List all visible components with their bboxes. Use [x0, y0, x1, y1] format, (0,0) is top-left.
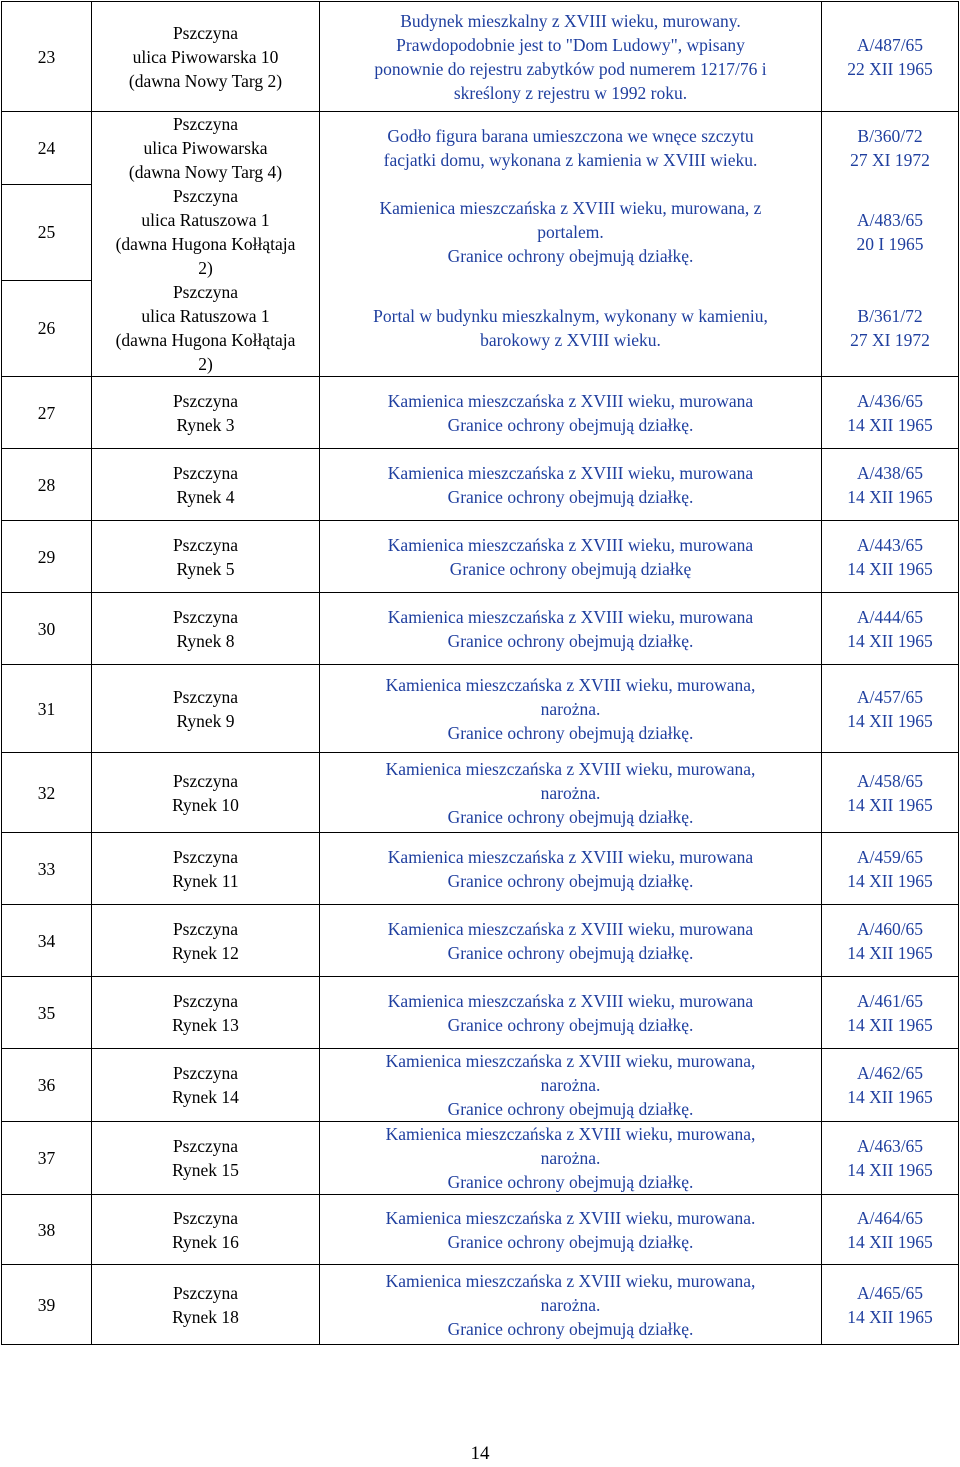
cell-line: (dawna Hugona Kołłątaja: [115, 234, 296, 254]
cell-line: narożna.: [540, 1148, 601, 1168]
description-cell: [320, 833, 822, 905]
cell-line: Granice ochrony obejmują działkę.: [447, 942, 694, 963]
table-row: [2, 905, 959, 977]
row-number: 36: [2, 1049, 92, 1122]
register-number-cell: [822, 1195, 959, 1265]
cell-line: A/458/65: [856, 770, 924, 791]
cell-line: Kamienica mieszczańska z XVIII wieku, murowana,: [385, 1270, 756, 1291]
cell-line: Kamienica mieszczańska z XVIII wieku, murowana,: [385, 758, 756, 779]
row-number: 35: [2, 977, 92, 1049]
cell-line: 27 XI 1972: [850, 150, 930, 170]
cell-line: Granice ochrony obejmują działkę.: [447, 246, 694, 266]
cell-line: ulica Ratuszowa 1: [141, 210, 270, 230]
description-cell: [320, 1195, 822, 1265]
cell-line: 14 XII 1965: [847, 870, 933, 891]
location-cell: [92, 1265, 320, 1345]
cell-line: Kamienica mieszczańska z XVIII wieku, murowana,: [385, 674, 756, 695]
cell-line: (dawna Nowy Targ 2): [128, 70, 283, 91]
cell-line: A/459/65: [856, 846, 924, 867]
register-number-cell: [822, 1265, 959, 1345]
cell-line: Granice ochrony obejmują działkę.: [447, 630, 694, 651]
register-number-cell: [822, 449, 959, 521]
cell-line: Rynek 3: [176, 414, 235, 435]
page-number: 14: [470, 1443, 490, 1464]
cell-line: (dawna Nowy Targ 4): [128, 162, 283, 182]
cell-line: Pszczyna: [172, 846, 239, 867]
description-cell: [320, 977, 822, 1049]
register-number-cell: [822, 593, 959, 665]
row-number: 33: [2, 833, 92, 905]
register-number-cell: [822, 1122, 959, 1195]
location-cell: [92, 977, 320, 1049]
cell-line: ulica Piwowarska 10: [132, 46, 279, 67]
cell-line: A/462/65: [856, 1063, 924, 1083]
cell-line: Kamienica mieszczańska z XVIII wieku, murowana: [387, 918, 754, 939]
cell-line: Pszczyna: [172, 770, 239, 791]
location-cell: [92, 184, 320, 280]
description-cell: [320, 112, 822, 185]
cell-line: Pszczyna: [172, 390, 239, 411]
row-number: 28: [2, 449, 92, 521]
description-cell: [320, 1265, 822, 1345]
cell-line: A/461/65: [856, 990, 924, 1011]
cell-line: 14 XII 1965: [847, 710, 933, 731]
description-cell: [320, 905, 822, 977]
row-number: 30: [2, 593, 92, 665]
description-cell: [320, 665, 822, 753]
location-cell: [92, 521, 320, 593]
cell-line: Godło figura barana umieszczona we wnęce szczytu: [387, 126, 754, 146]
register-number-cell: [822, 1049, 959, 1122]
cell-line: Pszczyna: [172, 462, 239, 483]
cell-line: Pszczyna: [172, 534, 239, 555]
cell-line: facjatki domu, wykonana z kamienia w XVIII wieku.: [383, 150, 758, 170]
cell-line: ponownie do rejestru zabytków pod numerem 1217/76 i: [374, 58, 767, 79]
row-number: 32: [2, 753, 92, 833]
cell-line: Kamienica mieszczańska z XVIII wieku, murowana: [387, 462, 754, 483]
row-number: 31: [2, 665, 92, 753]
row-number: 23: [2, 2, 92, 112]
cell-line: narożna.: [540, 698, 601, 719]
cell-line: A/460/65: [856, 918, 924, 939]
cell-line: B/361/72: [857, 306, 923, 326]
cell-line: Kamienica mieszczańska z XVIII wieku, murowana: [387, 534, 754, 555]
table-row: [2, 184, 959, 280]
cell-line: Rynek 12: [172, 942, 239, 963]
description-cell: [320, 377, 822, 449]
cell-line: 22 XII 1965: [847, 58, 933, 79]
cell-line: ulica Piwowarska: [143, 138, 268, 158]
register-number-cell: [822, 377, 959, 449]
cell-line: Granice ochrony obejmują działkę.: [447, 722, 694, 743]
cell-line: Granice ochrony obejmują działkę.: [447, 414, 694, 435]
cell-line: portalem.: [537, 222, 604, 242]
cell-line: Prawdopodobnie jest to "Dom Ludowy", wpisany: [396, 34, 745, 55]
cell-line: Pszczyna: [172, 1207, 239, 1228]
description-cell: [320, 753, 822, 833]
cell-line: 14 XII 1965: [847, 486, 933, 507]
location-cell: [92, 1122, 320, 1195]
cell-line: A/465/65: [856, 1282, 924, 1303]
cell-line: 27 XI 1972: [850, 330, 930, 350]
register-number-cell: [822, 184, 959, 280]
cell-line: A/436/65: [856, 390, 924, 411]
cell-line: Pszczyna: [172, 990, 239, 1011]
location-cell: [92, 377, 320, 449]
row-number: 39: [2, 1265, 92, 1345]
cell-line: Kamienica mieszczańska z XVIII wieku, murowana,: [385, 1051, 756, 1071]
location-cell: [92, 449, 320, 521]
table-row: [2, 377, 959, 449]
location-cell: [92, 753, 320, 833]
cell-line: A/457/65: [856, 686, 924, 707]
cell-line: A/438/65: [856, 462, 924, 483]
cell-line: narożna.: [540, 1294, 601, 1315]
table-row: [2, 2, 959, 112]
table-row: [2, 1265, 959, 1345]
cell-line: Rynek 14: [172, 1087, 239, 1107]
cell-line: 14 XII 1965: [847, 414, 933, 435]
table-row: [2, 449, 959, 521]
location-cell: [92, 2, 320, 112]
description-cell: [320, 2, 822, 112]
cell-line: narożna.: [540, 782, 601, 803]
table-row: [2, 521, 959, 593]
cell-line: Rynek 16: [172, 1231, 239, 1252]
cell-line: Pszczyna: [172, 1063, 239, 1083]
row-number: 26: [2, 280, 92, 377]
row-number: 34: [2, 905, 92, 977]
cell-line: Rynek 4: [176, 486, 235, 507]
cell-line: Granice ochrony obejmują działkę.: [447, 1318, 694, 1339]
cell-line: Granice ochrony obejmują działkę.: [447, 1231, 694, 1252]
register-number-cell: [822, 905, 959, 977]
location-cell: [92, 112, 320, 185]
cell-line: Granice ochrony obejmują działkę.: [447, 1172, 694, 1192]
table-row: [2, 977, 959, 1049]
register-table-body: [2, 2, 959, 1345]
cell-line: A/487/65: [856, 34, 924, 55]
register-number-cell: [822, 112, 959, 185]
cell-line: Kamienica mieszczańska z XVIII wieku, murowana.: [385, 1207, 756, 1228]
location-cell: [92, 1195, 320, 1265]
cell-line: Kamienica mieszczańska z XVIII wieku, murowana,: [385, 1124, 756, 1144]
cell-line: A/443/65: [856, 534, 924, 555]
cell-line: B/360/72: [857, 126, 923, 146]
cell-line: Pszczyna: [172, 22, 239, 43]
cell-line: Granice ochrony obejmują działkę.: [447, 870, 694, 891]
table-row: [2, 1195, 959, 1265]
cell-line: Rynek 15: [172, 1160, 239, 1180]
cell-line: skreślony z rejestru w 1992 roku.: [453, 82, 688, 103]
register-number-cell: [822, 521, 959, 593]
cell-line: 14 XII 1965: [847, 1087, 933, 1107]
description-cell: [320, 184, 822, 280]
cell-line: 14 XII 1965: [847, 942, 933, 963]
cell-line: Portal w budynku mieszkalnym, wykonany w kamieniu,: [373, 306, 768, 326]
row-number: 27: [2, 377, 92, 449]
register-table: [1, 1, 959, 1345]
location-cell: [92, 280, 320, 377]
table-row: [2, 665, 959, 753]
cell-line: Rynek 5: [176, 558, 235, 579]
location-cell: [92, 905, 320, 977]
cell-line: A/463/65: [856, 1136, 924, 1156]
cell-line: barokowy z XVIII wieku.: [480, 330, 661, 350]
cell-line: Granice ochrony obejmują działkę: [449, 558, 692, 579]
row-number: 24: [2, 112, 92, 185]
table-row: [2, 280, 959, 377]
table-row: [2, 753, 959, 833]
row-number: 29: [2, 521, 92, 593]
cell-line: 2): [198, 258, 213, 278]
table-row: [2, 1049, 959, 1122]
cell-line: Pszczyna: [172, 186, 239, 206]
row-number: 37: [2, 1122, 92, 1195]
cell-line: A/444/65: [856, 606, 924, 627]
cell-line: Rynek 9: [176, 710, 235, 731]
cell-line: 14 XII 1965: [847, 794, 933, 815]
row-number: 38: [2, 1195, 92, 1265]
cell-line: Granice ochrony obejmują działkę.: [447, 486, 694, 507]
location-cell: [92, 593, 320, 665]
cell-line: Rynek 10: [172, 794, 239, 815]
table-row: [2, 593, 959, 665]
cell-line: 14 XII 1965: [847, 1014, 933, 1035]
cell-line: 20 I 1965: [856, 234, 924, 254]
description-cell: [320, 449, 822, 521]
description-cell: [320, 1049, 822, 1122]
register-number-cell: [822, 753, 959, 833]
register-number-cell: [822, 977, 959, 1049]
cell-line: Pszczyna: [172, 114, 239, 134]
cell-line: Kamienica mieszczańska z XVIII wieku, murowana: [387, 606, 754, 627]
cell-line: 14 XII 1965: [847, 558, 933, 579]
cell-line: (dawna Hugona Kołłątaja: [115, 330, 296, 350]
register-number-cell: [822, 833, 959, 905]
cell-line: A/483/65: [856, 210, 924, 230]
description-cell: [320, 593, 822, 665]
cell-line: 14 XII 1965: [847, 1306, 933, 1327]
cell-line: Pszczyna: [172, 918, 239, 939]
cell-line: Kamienica mieszczańska z XVIII wieku, murowana: [387, 390, 754, 411]
cell-line: Rynek 18: [172, 1306, 239, 1327]
row-number: 25: [2, 184, 92, 280]
location-cell: [92, 1049, 320, 1122]
cell-line: Pszczyna: [172, 606, 239, 627]
cell-line: ulica Ratuszowa 1: [141, 306, 270, 326]
register-number-cell: [822, 2, 959, 112]
cell-line: Granice ochrony obejmują działkę.: [447, 1014, 694, 1035]
location-cell: [92, 833, 320, 905]
table-row: [2, 1122, 959, 1195]
cell-line: Kamienica mieszczańska z XVIII wieku, murowana: [387, 846, 754, 867]
register-number-cell: [822, 280, 959, 377]
cell-line: A/464/65: [856, 1207, 924, 1228]
description-cell: [320, 521, 822, 593]
cell-line: Budynek mieszkalny z XVIII wieku, murowany.: [400, 10, 741, 31]
cell-line: Kamienica mieszczańska z XVIII wieku, murowana: [387, 990, 754, 1011]
cell-line: Rynek 8: [176, 630, 235, 651]
cell-line: Pszczyna: [172, 1136, 239, 1156]
cell-line: Rynek 11: [172, 870, 239, 891]
table-row: [2, 833, 959, 905]
description-cell: [320, 1122, 822, 1195]
cell-line: Pszczyna: [172, 686, 239, 707]
description-cell: [320, 280, 822, 377]
cell-line: Pszczyna: [172, 1282, 239, 1303]
cell-line: Granice ochrony obejmują działkę.: [447, 1099, 694, 1119]
cell-line: 14 XII 1965: [847, 630, 933, 651]
cell-line: 2): [198, 354, 213, 374]
register-number-cell: [822, 665, 959, 753]
location-cell: [92, 665, 320, 753]
cell-line: 14 XII 1965: [847, 1160, 933, 1180]
cell-line: Rynek 13: [172, 1014, 239, 1035]
cell-line: narożna.: [540, 1075, 601, 1095]
table-row: [2, 112, 959, 185]
cell-line: Granice ochrony obejmują działkę.: [447, 806, 694, 827]
cell-line: 14 XII 1965: [847, 1231, 933, 1252]
cell-line: Pszczyna: [172, 282, 239, 302]
cell-line: Kamienica mieszczańska z XVIII wieku, murowana, z: [379, 198, 762, 218]
